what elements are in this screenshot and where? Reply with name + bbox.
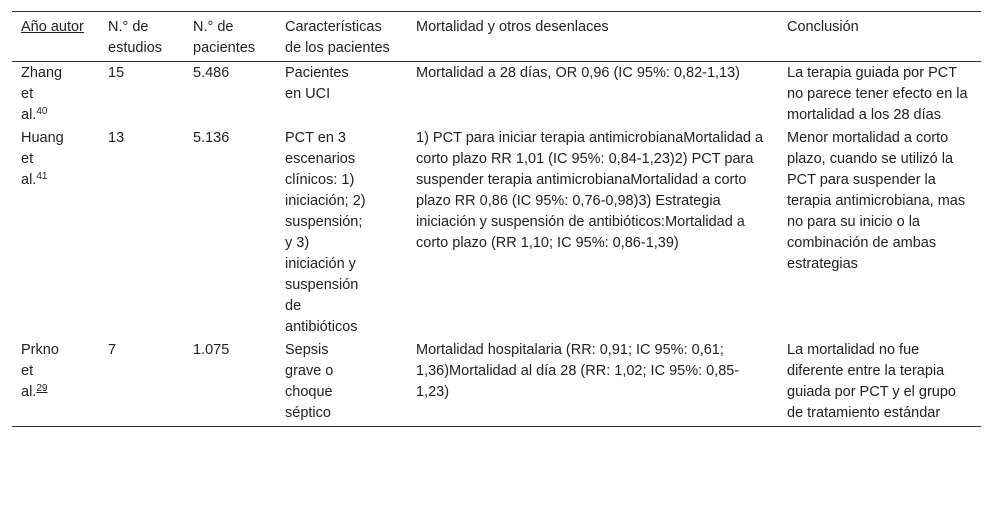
author-line: Prkno — [21, 342, 59, 358]
characteristics-line: choque — [285, 384, 333, 400]
cell-conclusion: La terapia guiada por PCT no parece tener efecto en la mortalidad a los 28 días — [787, 65, 968, 123]
header-n-patients-label: N.° de pacientes — [193, 19, 256, 56]
characteristics-line: grave o — [285, 363, 334, 379]
reference-number: 41 — [36, 171, 48, 182]
header-characteristics — [276, 12, 407, 62]
cell-author — [12, 339, 99, 427]
cell-conclusion: La mortalidad no fue diferente entre la terapia guiada por PCT y el grupo de tratamiento estándar — [787, 342, 957, 421]
characteristics-line: suspensión — [285, 277, 359, 293]
header-year-author[interactable] — [12, 12, 99, 62]
characteristics-line: Sepsis — [285, 342, 329, 358]
characteristics-line: escenarios — [285, 151, 356, 167]
header-outcomes-label: Mortalidad y otros desenlaces — [416, 19, 609, 35]
header-year-author-label[interactable]: Año autor — [21, 19, 84, 35]
characteristics-line: PCT en 3 — [285, 130, 346, 146]
header-outcomes — [407, 12, 778, 62]
cell-author — [12, 127, 99, 339]
characteristics-line: suspensión; — [285, 214, 363, 230]
characteristics-line: en UCI — [285, 86, 331, 102]
cell-patients: 1.075 — [193, 342, 230, 358]
author-line: et — [21, 151, 34, 167]
cell-outcomes: Mortalidad hospitalaria (RR: 0,91; IC 95%: 0,61; 1,36)Mortalidad al día 28 (RR: 1,02; IC 95%: 0,85-1,23) — [416, 342, 740, 400]
author-line-with-ref — [21, 105, 91, 126]
author-line: al. — [21, 172, 37, 188]
header-n-studies — [99, 12, 184, 62]
reference-number: 40 — [36, 106, 48, 117]
cell-characteristics — [276, 127, 407, 339]
author-line: et — [21, 86, 34, 102]
cell-characteristics — [276, 339, 407, 427]
characteristics-line: séptico — [285, 405, 331, 421]
cell-studies: 7 — [108, 342, 117, 358]
author-line-with-ref — [21, 382, 91, 403]
data-table-container — [12, 11, 981, 427]
table-row — [12, 127, 981, 339]
author-line: al. — [21, 107, 37, 123]
cell-outcomes: 1) PCT para iniciar terapia antimicrobianaMortalidad a corto plazo RR 1,01 (IC 95%: 0,84-1,23)2) PCT para suspender terapia antimicrobianaMortalidad a corto plazo RR 0,86 (IC 95%: 0,76-0,98)3) Estrategia iniciación y suspensión de antibióticos:Mortalidad a corto plazo (RR 1,10; IC 95%: 0,86-1,39) — [416, 130, 764, 251]
table-row — [12, 339, 981, 427]
header-n-patients — [184, 12, 276, 62]
reference-link[interactable]: 29 — [36, 383, 48, 394]
characteristics-line: de — [285, 298, 302, 314]
author-line: et — [21, 363, 34, 379]
table-row — [12, 62, 981, 128]
cell-characteristics — [276, 62, 407, 128]
cell-patients: 5.486 — [193, 65, 230, 81]
header-characteristics-label: Características de los pacientes — [285, 19, 390, 56]
author-line: al. — [21, 384, 37, 400]
header-n-studies-label: N.° de estudios — [108, 19, 163, 56]
characteristics-line: iniciación y — [285, 256, 356, 272]
cell-studies: 13 — [108, 130, 125, 146]
table-header-row — [12, 12, 981, 62]
cell-patients: 5.136 — [193, 130, 230, 146]
header-conclusion — [778, 12, 981, 62]
author-line: Zhang — [21, 65, 63, 81]
characteristics-line: Pacientes — [285, 65, 349, 81]
cell-author — [12, 62, 99, 128]
characteristics-line: y 3) — [285, 235, 310, 251]
characteristics-line: antibióticos — [285, 319, 358, 335]
cell-conclusion: Menor mortalidad a corto plazo, cuando se utilizó la PCT para suspender la terapia antimicrobiana, mas no para su inicio o la combinación de ambas estrategias — [787, 130, 966, 272]
characteristics-line: iniciación; 2) — [285, 193, 366, 209]
cell-outcomes: Mortalidad a 28 días, OR 0,96 (IC 95%: 0,82-1,13) — [416, 65, 741, 81]
header-conclusion-label: Conclusión — [787, 19, 859, 35]
characteristics-line: clínicos: 1) — [285, 172, 355, 188]
cell-studies: 15 — [108, 65, 125, 81]
author-line-with-ref — [21, 170, 91, 191]
author-line: Huang — [21, 130, 64, 146]
procalcitonin-meta-analysis-table — [12, 11, 981, 427]
